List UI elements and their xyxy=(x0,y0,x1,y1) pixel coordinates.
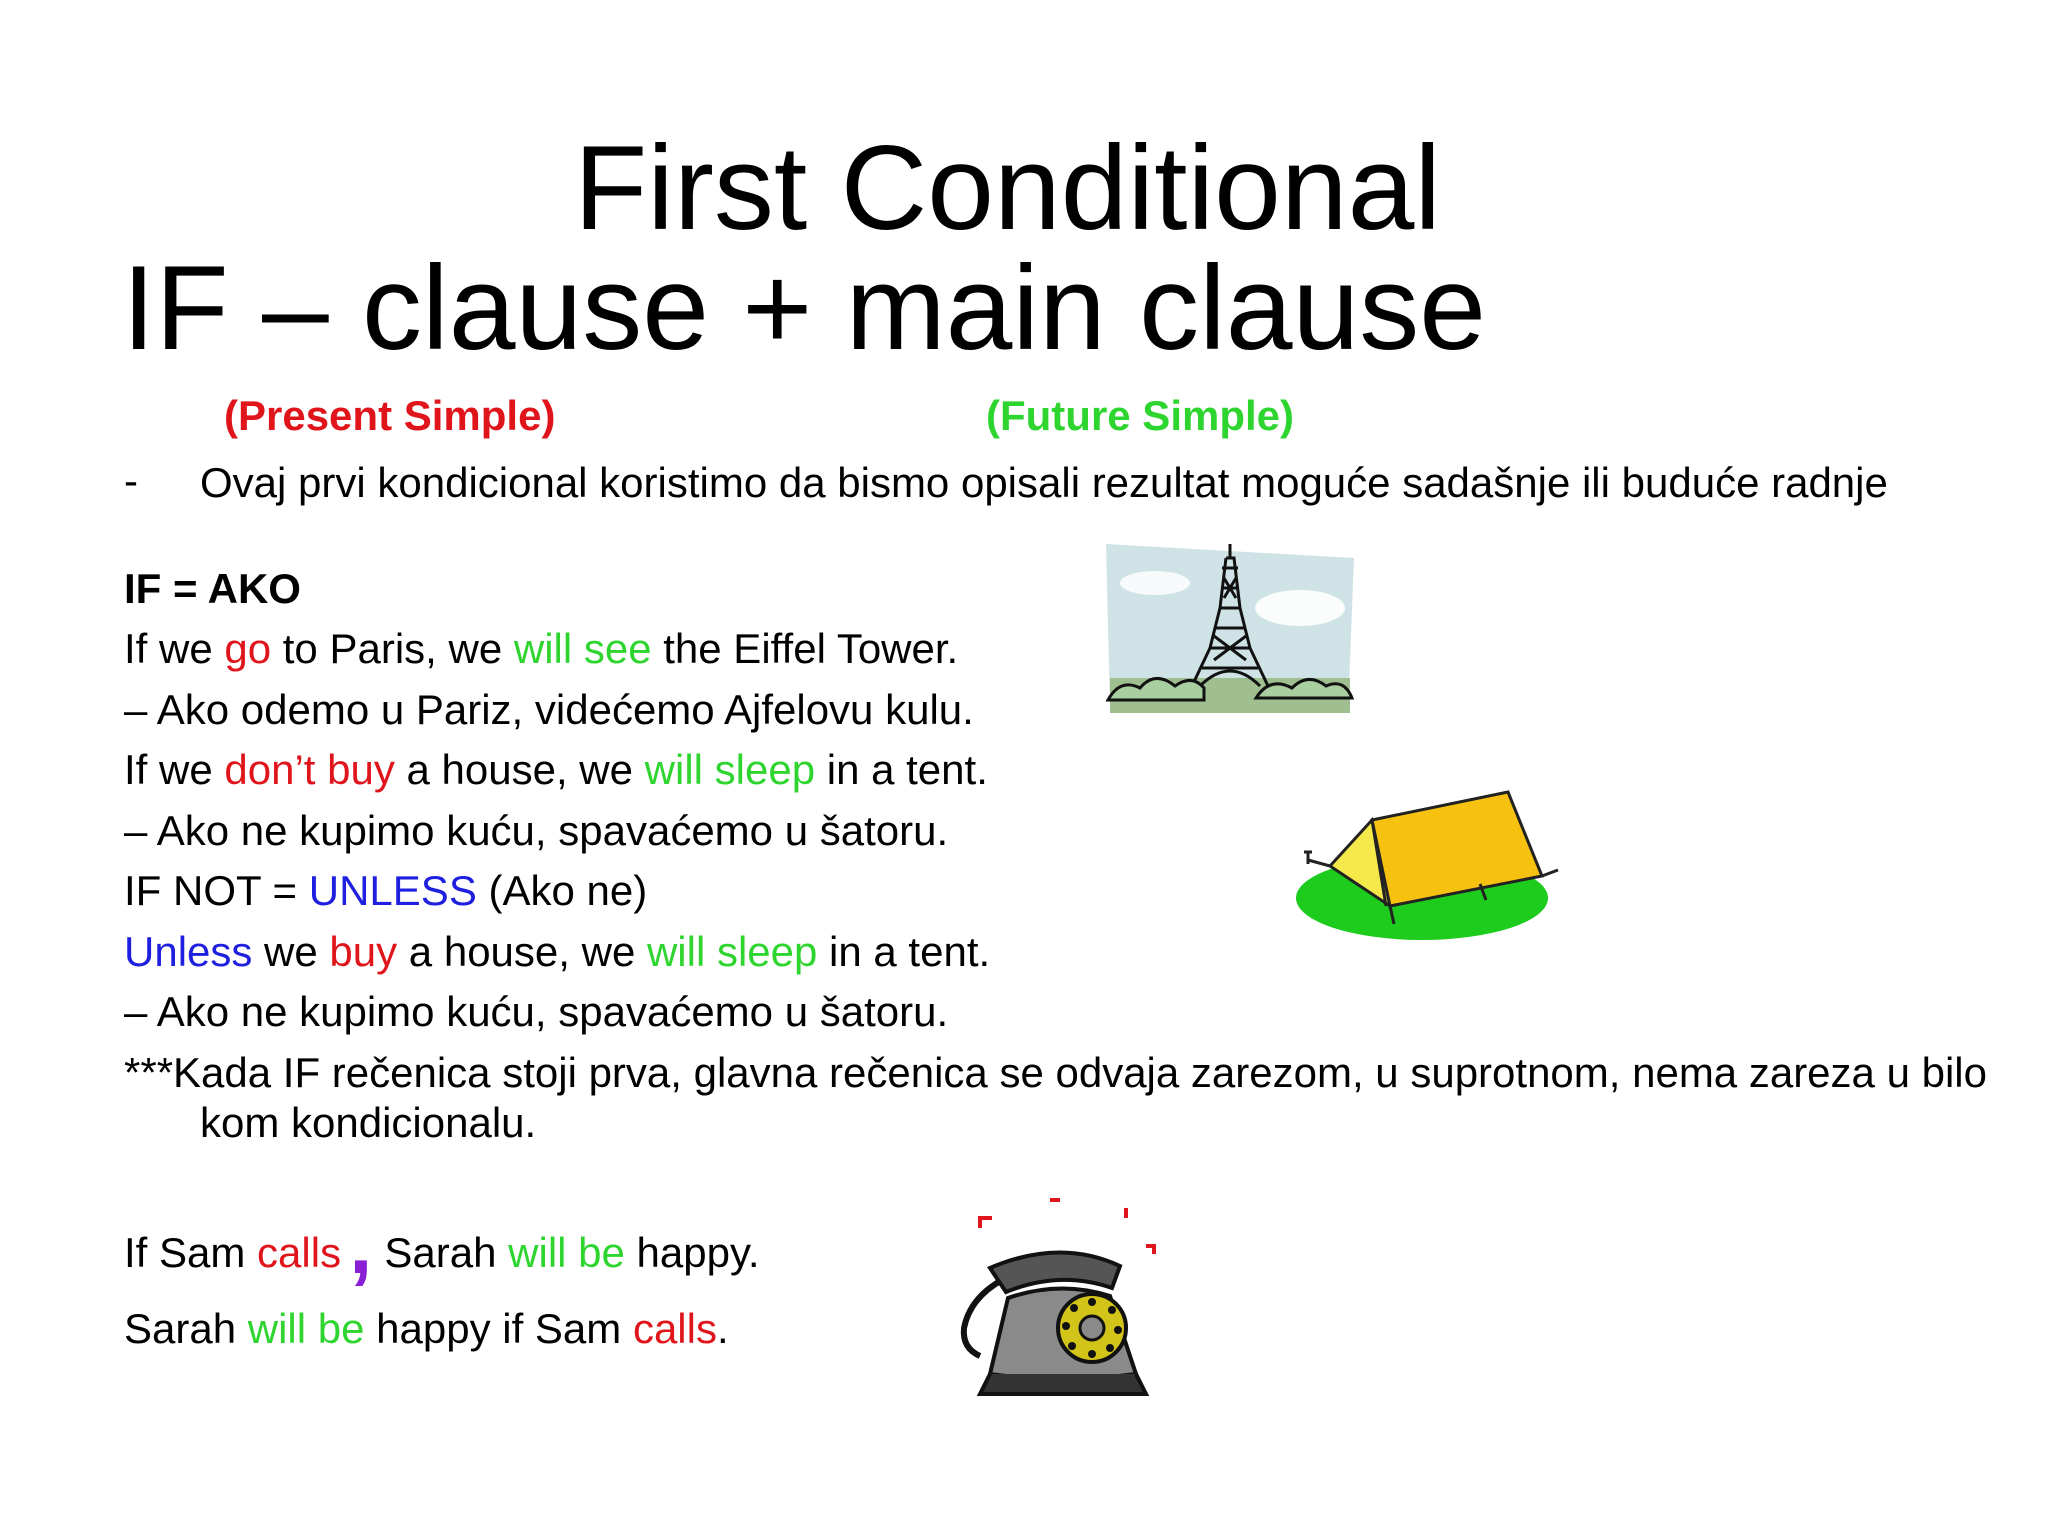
unless-keyword: UNLESS xyxy=(308,867,477,914)
example-text: in a tent. xyxy=(817,928,991,975)
example-2-translation: – Ako ne kupimo kuću, spavaćemo u šatoru. xyxy=(124,807,949,854)
example-text: we xyxy=(252,928,330,975)
bullet-dash: - xyxy=(124,457,138,504)
if-clause-verb: go xyxy=(224,625,272,672)
example-text: a house, we xyxy=(397,928,647,975)
example-1-translation: – Ako odemo u Pariz, videćemo Ajfelovu kulu. xyxy=(124,686,974,733)
example-3-translation: – Ako ne kupimo kuću, spavaćemo u šatoru. xyxy=(124,988,949,1035)
example-text: to Paris, we xyxy=(271,625,514,672)
telephone-icon xyxy=(950,1188,1170,1408)
example-4 xyxy=(124,1197,760,1291)
example-text: . xyxy=(716,1305,729,1352)
example-5 xyxy=(124,1305,729,1352)
future-simple-label: (Future Simple) xyxy=(986,392,1295,439)
if-ako-rule: IF = AKO xyxy=(124,565,301,612)
if-clause-verb: buy xyxy=(329,928,398,975)
example-text: If we xyxy=(124,746,225,793)
example-2 xyxy=(124,746,988,793)
unless-keyword: Unless xyxy=(124,928,253,975)
if-clause-verb: calls xyxy=(632,1305,717,1352)
rule-text: (Ako ne) xyxy=(476,867,648,914)
example-text: in a tent. xyxy=(815,746,988,793)
main-clause-verb: will sleep xyxy=(646,928,818,975)
example-text: happy. xyxy=(624,1229,760,1276)
usage-description: Ovaj prvi kondicional koristimo da bismo opisali rezultat moguće sadašnje ili buduće radnje xyxy=(200,459,1888,506)
example-text: a house, we xyxy=(394,746,645,793)
if-clause-verb: calls xyxy=(257,1229,342,1276)
present-simple-label: (Present Simple) xyxy=(224,392,556,439)
example-1 xyxy=(124,625,959,672)
example-text: If we xyxy=(124,625,225,672)
tent-icon xyxy=(1290,788,1560,948)
highlighted-comma: , xyxy=(349,1197,373,1291)
example-text: Sarah xyxy=(124,1305,248,1352)
example-text: If Sam xyxy=(124,1229,258,1276)
main-clause-verb: will sleep xyxy=(644,746,816,793)
example-3 xyxy=(124,928,991,975)
slide-subtitle: IF – clause + main clause xyxy=(122,241,1487,375)
if-clause-verb: don’t buy xyxy=(224,746,395,793)
unless-rule xyxy=(124,867,648,914)
main-clause-verb: will be xyxy=(508,1229,625,1276)
comma-rule-note: ***Kada IF rečenica stoji prva, glavna rečenica se odvaja zarezom, u suprotnom, nema zareza u bilo kom kondicionalu. xyxy=(124,1049,1987,1146)
main-clause-verb: will see xyxy=(513,625,652,672)
example-text: the Eiffel Tower. xyxy=(651,625,959,672)
rule-text: IF NOT = xyxy=(124,867,309,914)
main-clause-verb: will be xyxy=(247,1305,365,1352)
example-text: Sarah xyxy=(384,1229,509,1276)
example-text: happy if Sam xyxy=(364,1305,633,1352)
eiffel-tower-icon xyxy=(1100,538,1360,718)
slide-title: First Conditional xyxy=(574,121,1442,255)
